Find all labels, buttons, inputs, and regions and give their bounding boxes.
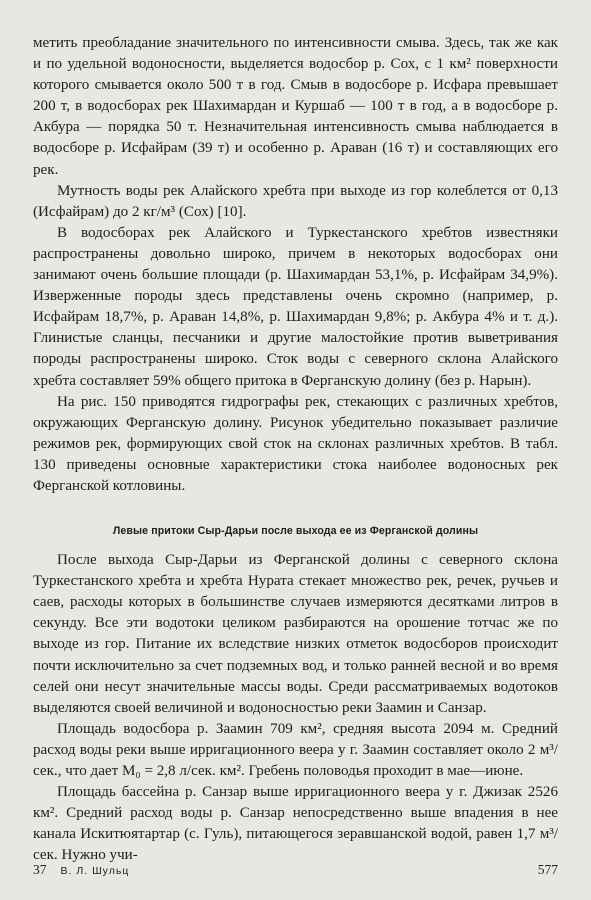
page-footer	[33, 862, 558, 878]
paragraph: Площадь водосбора р. Заамин 709 км², средняя высота 2094 м. Средний расход воды реки выше ирригационного веера у г. Заамин составляет около 2 м³/сек., что дает M₀ = 2,8 л/сек. км². Гребень половодья проходит в мае—июне.	[33, 720, 558, 779]
body-text-bottom	[33, 550, 558, 866]
paragraph: метить преобладание значительного по интенсивности смыва. Здесь, так же как и по удельной водоносности, выделяется водосбор р. Сох, с 1 км² поверхности которого смывается около 500 т в год. Смыв в водосборе р. Исфара превышает 200 т, в водосборах рек Шахимардан и Куршаб — 100 т в год, а в водосборе р. Акбура — порядка 50 т. Незначительная интенсивность смыва наблюдается в водосборе р. Исфайрам (39 т) и особенно р. Араван (16 т) и составляющих его рек.	[33, 35, 558, 178]
page-number: 577	[537, 862, 558, 877]
paragraph: Мутность воды рек Алайского хребта при выходе из гор колеблется от 0,13 (Исфайрам) до 2 кг/м³ (Сох) [10].	[33, 182, 558, 220]
footer-left	[33, 862, 129, 878]
paragraph: На рис. 150 приводятся гидрографы рек, стекающих с различных хребтов, окружающих Ферганскую долину. Рисунок убедительно показывает различие режимов рек, формирующих свой сток на склонах различных хребтов. В табл. 130 приведены основные характеристики стока наиболее водоносных рек Ферганской котловины.	[33, 393, 558, 494]
body-text-top	[33, 33, 558, 497]
author-name: В. Л. Шульц	[60, 865, 130, 877]
paragraph: Площадь бассейна р. Санзар выше ирригационного веера у г. Джизак 2526 км². Средний расход воды р. Санзар непосредственно выше впадения в нее канала Искитюятартар (с. Гуль), питающегося зеравшанской водой, равен 1,7 м³/сек. Нужно учи-	[33, 784, 558, 864]
paragraph: После выхода Сыр-Дарьи из Ферганской долины с северного склона Туркестанского хребта и хребта Нурата стекает множество рек, речек, ручьев и саев, расходы которых в большинстве случаев измеряются десятками литров в секунду. Все эти водотоки целиком разбираются на орошение тотчас же по выходе из гор. Питание их вследствие низких отметок водосборов происходит почти исключительно за счет подземных вод, и только ранней весной и во время селей они несут значительные массы воды. Среди рассматриваемых водотоков выделяются своей величиной и водоносностью реки Заамин и Санзар.	[33, 552, 558, 716]
signature-mark: 37	[33, 862, 47, 877]
section-heading: Левые притоки Сыр-Дарьи после выхода ее из Ферганской долины	[112, 525, 479, 538]
paragraph: В водосборах рек Алайского и Туркестанского хребтов известняки распространены довольно широко, причем в некоторых водосборах они занимают очень большие площади (р. Шахимардан 53,1%, р. Исфайрам 34,9%). Изверженные породы здесь представлены очень скромно (например, р. Исфайрам 18,7%, р. Араван 14,8%, р. Шахимардан 9,8%; р. Акбура 4% и т. д.). Глинистые сланцы, песчаники и другие малостойкие против выветривания породы распространены широко. Сток воды с северного склона Алайского хребта составляет 59% общего притока в Ферганскую долину (без р. Нарын).	[33, 224, 558, 389]
